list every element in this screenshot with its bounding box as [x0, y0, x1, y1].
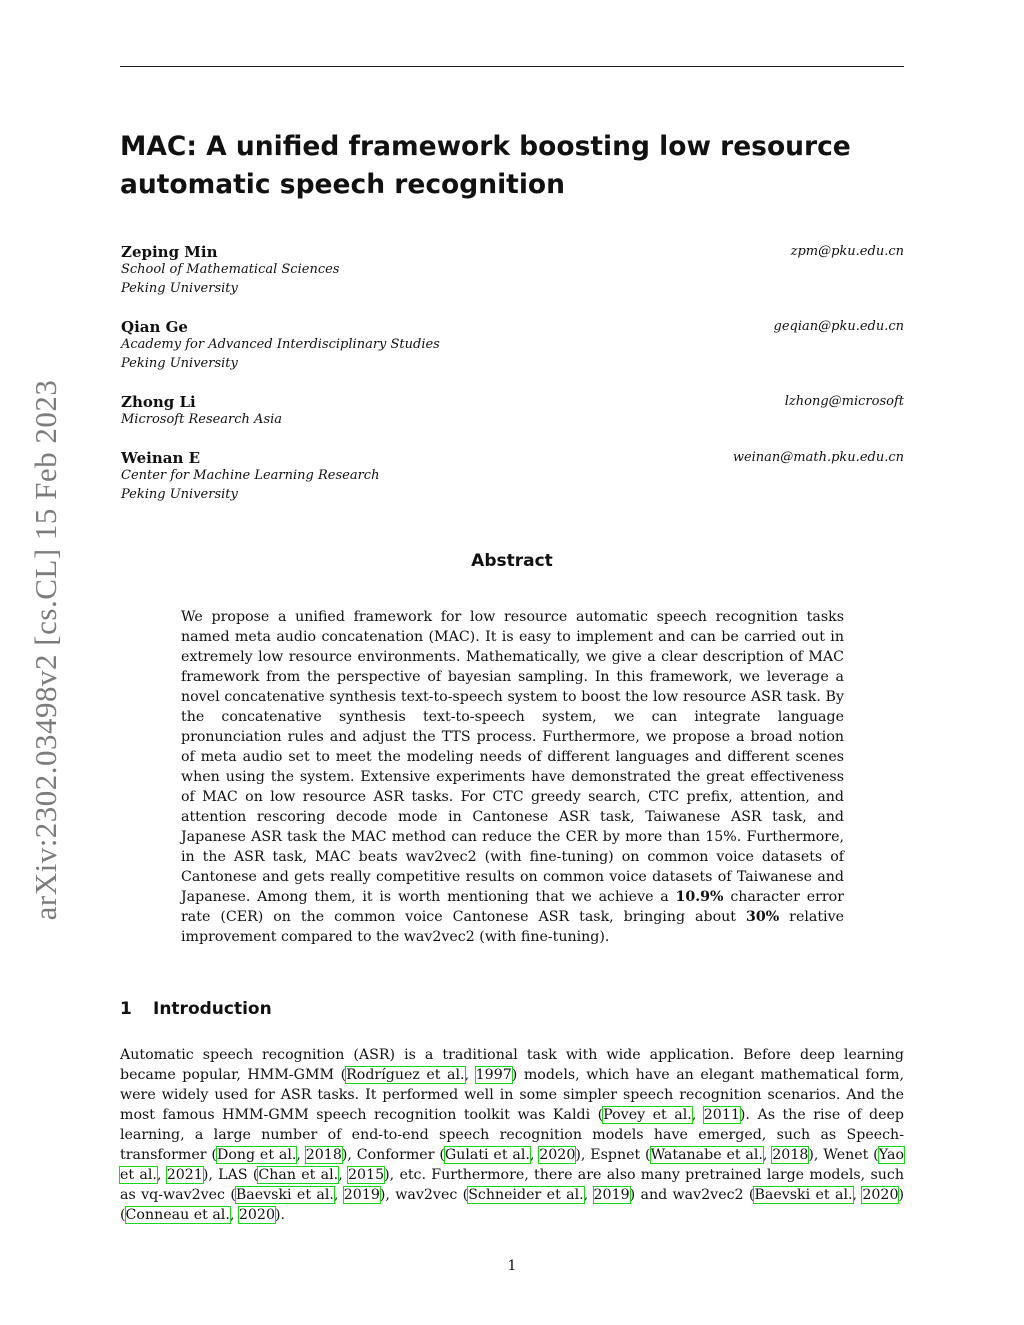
abstract-part: relative improvement compared to the wav2vec2 (with fine-tuning).: [181, 909, 844, 945]
section-heading: [120, 999, 272, 1019]
intro-text: ).: [274, 1207, 286, 1223]
author-email[interactable]: geqian@pku.edu.cn: [773, 319, 904, 334]
citation-link[interactable]: Povey et al.: [603, 1107, 692, 1123]
citation-link[interactable]: Schneider et al.: [468, 1187, 584, 1203]
author-affiliation: Peking University: [121, 486, 238, 502]
intro-text: ,: [583, 1187, 594, 1203]
intro-text: ,: [464, 1067, 476, 1083]
intro-text: ), Wenet (: [808, 1147, 879, 1163]
citation-link[interactable]: 2021: [166, 1167, 203, 1183]
citation-link[interactable]: Gulati et al.: [444, 1147, 530, 1163]
intro-text: Automatic speech recognition (ASR) is a traditional task with wide application. Before deep learning became popular, HMM-GMM (: [120, 1047, 904, 1083]
abstract-highlight: 30%: [745, 909, 780, 925]
paper-title: MAC: A unified framework boosting low resource automatic speech recognition: [120, 131, 851, 200]
intro-text: ), LAS (: [202, 1167, 259, 1183]
header-rule: [120, 66, 904, 67]
citation-link[interactable]: 2020: [862, 1187, 899, 1203]
abstract-text: [181, 607, 844, 947]
intro-text: ,: [852, 1187, 863, 1203]
intro-text: ,: [338, 1167, 348, 1183]
author-name: Zhong Li: [121, 393, 196, 411]
citation-link[interactable]: 2020: [539, 1147, 576, 1163]
arxiv-stamp: arXiv:2302.03498v2 [cs.CL] 15 Feb 2023: [28, 379, 63, 921]
citation-link[interactable]: 2019: [593, 1187, 630, 1203]
author-email[interactable]: zpm@pku.edu.cn: [790, 244, 904, 259]
citation-link[interactable]: Baevski et al.: [754, 1187, 853, 1203]
intro-text: ) (: [120, 1187, 905, 1223]
author-name: Zeping Min: [121, 243, 218, 261]
citation-link[interactable]: 2018: [305, 1147, 342, 1163]
citation-link[interactable]: 2011: [703, 1107, 740, 1123]
intro-text: ,: [691, 1107, 704, 1123]
intro-paragraph: [120, 1045, 904, 1225]
author-affiliation: Academy for Advanced Interdisciplinary Studies: [121, 337, 440, 352]
intro-text: ), etc. Furthermore, there are also many pretrained large models, such as vq-wav2vec (: [120, 1167, 904, 1203]
section-title: Introduction: [153, 999, 272, 1019]
intro-text: ,: [296, 1147, 306, 1163]
intro-text: ,: [156, 1167, 167, 1183]
citation-link[interactable]: Chan et al.: [258, 1167, 339, 1183]
abstract-highlight: 10.9%: [675, 889, 724, 905]
citation-link[interactable]: 2019: [343, 1187, 380, 1203]
citation-link[interactable]: Dong et al.: [216, 1147, 297, 1163]
intro-text: ,: [333, 1187, 344, 1203]
section-number: 1: [120, 999, 132, 1019]
author-email[interactable]: lzhong@microsoft: [784, 394, 904, 409]
intro-text: ). As the rise of deep learning, a large number of end-to-end speech recognition models have emerged, such as Speech-transformer (: [120, 1107, 905, 1163]
intro-text: ) models, which have an elegant mathematical form, were widely used for ASR tasks. It performed well in some simpler speech recognition scenarios. And the most famous HMM-GMM speech recognition toolkit was Kaldi (: [120, 1067, 904, 1123]
citation-link[interactable]: Yao et al.: [120, 1147, 904, 1183]
author-email[interactable]: weinan@math.pku.edu.cn: [732, 450, 904, 465]
author-block: [121, 449, 904, 504]
page-number: 1: [507, 1258, 517, 1274]
intro-text: ), wav2vec (: [379, 1187, 469, 1203]
citation-link[interactable]: Conneau et al.: [125, 1207, 230, 1223]
intro-text: ), Conformer (: [341, 1147, 445, 1163]
author-name: Weinan E: [121, 449, 201, 467]
abstract-part: We propose a unified framework for low resource automatic speech recognition tasks named meta audio concatenation (MAC). It is easy to implement and can be carried out in extremely low resource environments. Mathematically, we give a clear description of MAC framework from the perspective of bayesian sampling. In this framework, we leverage a novel concatenative synthesis text-to-speech system to boost the low resource ASR task. By the concatenative synthesis text-to-speech system, we can integrate language pronunciation rules and adjust the TTS process. Furthermore, we propose a broad notion of meta audio set to meet the modeling needs of different languages and different scenes when using the system. Extensive experiments have demonstrated the great effectiveness of MAC on low resource ASR tasks. For CTC greedy search, CTC prefix, attention, and attention rescoring decode mode in Cantonese ASR task, Taiwanese ASR task, and Japanese ASR task the MAC method can reduce the CER by more than 15%. Furthermore, in the ASR task, MAC beats wav2vec2 (with fine-tuning) on common voice datasets of Cantonese and gets really competitive results on common voice datasets of Taiwanese and Japanese. Among them, it is worth mentioning that we achieve a: [181, 609, 844, 905]
author-affiliation: Center for Machine Learning Research: [121, 468, 380, 483]
citation-link[interactable]: Baevski et al.: [235, 1187, 334, 1203]
citation-link[interactable]: 1997: [475, 1067, 512, 1083]
intro-text: ,: [229, 1207, 239, 1223]
author-affiliation: School of Mathematical Sciences: [121, 262, 340, 277]
author-block: [121, 393, 904, 430]
citation-link[interactable]: 2018: [772, 1147, 809, 1163]
intro-text: ), Espnet (: [575, 1147, 651, 1163]
abstract-part: character error rate (CER) on the common voice Cantonese ASR task, bringing about: [181, 889, 844, 925]
citation-link[interactable]: 2015: [348, 1167, 385, 1183]
author-block: [121, 318, 904, 373]
author-name: Qian Ge: [121, 318, 188, 336]
author-affiliation: Peking University: [121, 280, 238, 296]
author-affiliation: Peking University: [121, 355, 238, 371]
citation-link[interactable]: 2020: [238, 1207, 275, 1223]
abstract-heading: Abstract: [471, 551, 553, 571]
citation-link[interactable]: Watanabe et al.: [650, 1147, 763, 1163]
intro-text: ,: [762, 1147, 773, 1163]
author-block: [121, 243, 904, 298]
citation-link[interactable]: Rodríguez et al.: [346, 1067, 465, 1083]
intro-text: ,: [529, 1147, 540, 1163]
intro-text: ) and wav2vec2 (: [629, 1187, 755, 1203]
author-affiliation: Microsoft Research Asia: [121, 412, 283, 427]
